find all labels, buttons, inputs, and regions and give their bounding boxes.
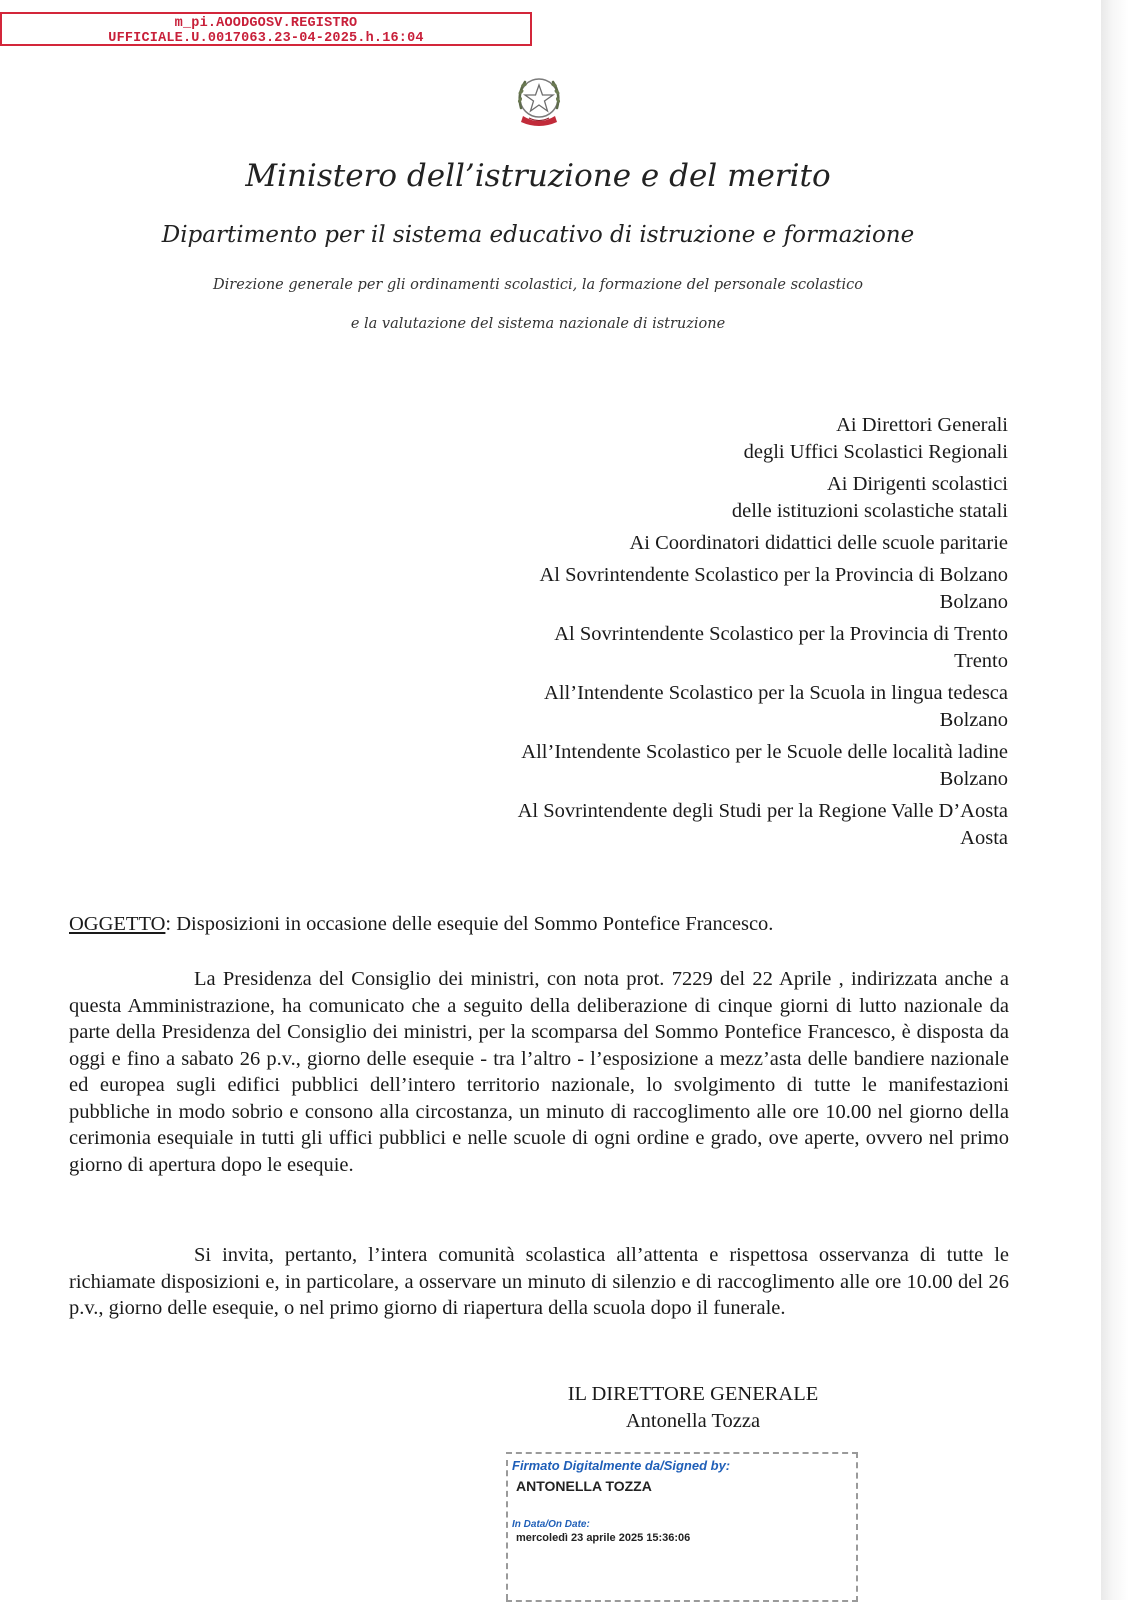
recipient-line: Al Sovrintendente degli Studi per la Regione Valle D’Aosta [517,800,1008,822]
digital-signature-label: Firmato Digitalmente da/Signed by: [512,1458,731,1473]
recipient-line: degli Uffici Scolastici Regionali [743,441,1008,463]
recipient-line: All’Intendente Scolastico per le Scuole delle località ladine [521,741,1008,763]
signatory-role: IL DIRETTORE GENERALE [567,1383,819,1405]
recipients-block [388,412,1008,852]
signatory-block [540,1381,846,1435]
subject-line [69,913,1009,936]
direction-line-2: e la valutazione del sistema nazionale di istruzione [350,316,726,332]
recipient-line: Bolzano [939,709,1008,731]
protocol-line-1: m_pi.AOODGOSV.REGISTRO [174,16,358,31]
subject-label: OGGETTO [69,913,166,935]
protocol-stamp [0,12,532,46]
signatory-name: Antonella Tozza [625,1410,761,1432]
recipient-line: delle istituzioni scolastiche statali [731,500,1008,522]
recipient-line: Trento [954,650,1008,672]
digital-signature-date: mercoledì 23 aprile 2025 15:36:06 [516,1532,691,1544]
direction-line-1: Direzione generale per gli ordinamenti scolastici, la formazione del personale scolastico [213,277,863,293]
recipient-line: Ai Direttori Generali [836,414,1008,436]
ministry-title: Ministero dell’istruzione e del merito [245,158,831,194]
recipient-line: All’Intendente Scolastico per la Scuola in lingua tedesca [544,682,1008,704]
recipient-line: Ai Dirigenti scolastici [826,473,1008,495]
digital-signature-box [506,1452,858,1602]
recipient-line: Bolzano [939,591,1008,613]
recipient-line: Ai Coordinatori didattici delle scuole paritarie [629,532,1008,554]
digital-signature-date-label: In Data/On Date: [512,1519,590,1530]
page-edge-shadow [1101,0,1129,1600]
protocol-line-2: UFFICIALE.U.0017063.23-04-2025.h.16:04 [108,31,424,46]
subject-text: : Disposizioni in occasione delle esequie del Sommo Pontefice Francesco. [165,913,774,935]
recipient-line: Al Sovrintendente Scolastico per la Provincia di Trento [554,623,1008,645]
body-paragraph-1: La Presidenza del Consiglio dei ministri, con nota prot. 7229 del 22 Aprile , indirizzata anche a questa Amministrazione, ha comunicato che a seguito della deliberazione di cinque giorni di lutto nazionale da parte della Presidenza del Consiglio dei ministri, per la scomparsa del Sommo Pontefice Francesco, è disposta da oggi e fino a sabato 26 p.v., giorno delle esequie - tra l’altro - l’esposizione a mezz’asta delle bandiere nazionale ed europea sugli edifici pubblici dell’intero territorio nazionale, lo svolgimento di tutte le manifestazioni pubbliche in modo sobrio e consono alla circostanza, un minuto di raccoglimento alle ore 10.00 nel giorno della cerimonia esequiale in tutti gli uffici pubblici e nelle scuole di ogni ordine e grado, ove aperte, ovvero nel primo giorno di apertura dopo le esequie. [69,968,1009,1176]
department-title: Dipartimento per il sistema educativo di istruzione e formazione [161,222,915,248]
body-paragraph-2: Si invita, pertanto, l’intera comunità scolastica all’attenta e rispettosa osservanza di tutte le richiamate disposizioni e, in particolare, a osservare un minuto di silenzio e di raccoglimento alle ore 10.00 del 26 p.v., giorno delle esequie, o nel primo giorno di riapertura della scuola dopo il funerale. [69,1244,1009,1319]
digital-signature-name: ANTONELLA TOZZA [516,1478,652,1494]
recipient-line: Aosta [960,827,1008,849]
italian-republic-emblem-icon [511,72,567,130]
recipient-line: Bolzano [939,768,1008,790]
recipient-line: Al Sovrintendente Scolastico per la Provincia di Bolzano [539,564,1008,586]
